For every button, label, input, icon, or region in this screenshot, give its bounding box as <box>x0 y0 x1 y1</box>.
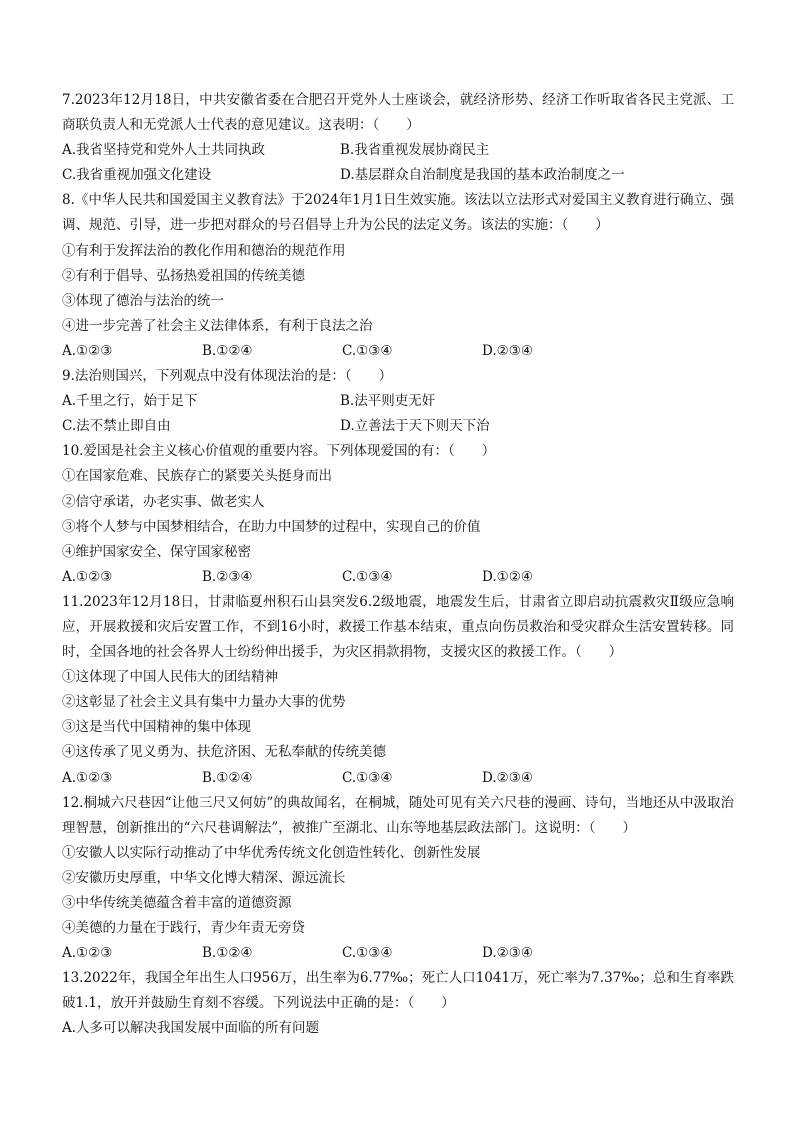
question-10-item-1: ①在国家危难、民族存亡的紧要关头挺身而出 <box>62 468 332 485</box>
question-11-item-3: ③这是当代中国精神的集中体现 <box>62 719 251 736</box>
question-12-options <box>62 941 734 966</box>
option-b[interactable]: B.我省重视发展协商民主 <box>340 142 490 159</box>
option-c[interactable]: C.①③④ <box>342 769 393 786</box>
question-11-options <box>62 766 734 791</box>
option-b[interactable]: B.①②④ <box>202 945 253 962</box>
option-b[interactable]: B.①②④ <box>202 342 253 359</box>
option-a[interactable]: A.人多可以解决我国发展中面临的所有问题 <box>62 1020 320 1037</box>
option-a[interactable]: A.①②③ <box>62 769 113 786</box>
option-b[interactable]: B.②③④ <box>202 568 253 585</box>
question-9-options-row-2 <box>62 414 734 439</box>
question-12-stem: 12.桐城六尺巷因“让他三尺又何妨”的典故闻名，在桐城，随处可见有关六尺巷的漫画、诗句，当地还从中汲取治理智慧，创新推出的“六尺巷调解法”，被推广至湖北、山东等地基层政法部门。这说明：（ ） <box>62 794 734 836</box>
option-d[interactable]: D.立善法于天下则天下治 <box>340 418 490 435</box>
question-10-item-3: ③将个人梦与中国梦相结合，在助力中国梦的过程中，实现自己的价值 <box>62 518 481 535</box>
question-13-stem: 13.2022年，我国全年出生人口956万，出生率为6.77‰；死亡人口1041万，死亡率为7.37‰；总和生育率跌破1.1，放开并鼓励生育刻不容缓。下列说法中正确的是：（ ） <box>62 970 734 1012</box>
question-11-stem: 11.2023年12月18日，甘肃临夏州积石山县突发6.2级地震，地震发生后，甘肃省立即启动抗震救灾Ⅱ级应急响应，开展救援和灾后安置工作，不到16小时，救援工作基本结束，重点向伤员救治和受灾群众生活安置转移。同时，全国各地的社会各界人士纷纷伸出援手，为灾区捐款捐物，支援灾区的救援工作。（ ） <box>62 593 734 661</box>
question-11-item-1: ①这体现了中国人民伟大的团结精神 <box>62 669 278 686</box>
option-d[interactable]: D.②③④ <box>482 342 533 359</box>
question-9-stem: 9.法治则国兴，下列观点中没有体现法治的是：（ ） <box>62 368 393 385</box>
question-7-options-row-2 <box>62 163 734 188</box>
question-10-stem: 10.爱国是社会主义核心价值观的重要内容。下列体现爱国的有：（ ） <box>62 443 496 460</box>
question-8-stem: 8.《中华人民共和国爱国主义教育法》于2024年1月1日生效实施。该法以立法形式对爱国主义教育进行确立、强调、规范、引导，进一步把对群众的号召倡导上升为公民的法定义务。该法的实施：（ ） <box>62 192 734 234</box>
question-8-options <box>62 339 734 364</box>
option-a[interactable]: A.①②③ <box>62 568 113 585</box>
option-b[interactable]: B.法平则吏无奸 <box>340 393 436 410</box>
question-11-item-2: ②这彰显了社会主义具有集中力量办大事的优势 <box>62 694 346 711</box>
option-d[interactable]: D.②③④ <box>482 769 533 786</box>
question-12-item-4: ④美德的力量在于践行，青少年责无旁贷 <box>62 920 305 937</box>
option-c[interactable]: C.①③④ <box>342 945 393 962</box>
option-c[interactable]: C.法不禁止即自由 <box>62 418 171 435</box>
option-c[interactable]: C.①③④ <box>342 342 393 359</box>
question-8-item-4: ④进一步完善了社会主义法律体系，有利于良法之治 <box>62 317 373 334</box>
question-12-item-3: ③中华传统美德蕴含着丰富的道德资源 <box>62 895 292 911</box>
option-c[interactable]: C.我省重视加强文化建设 <box>62 167 212 184</box>
question-7-stem: 7.2023年12月18日，中共安徽省委在合肥召开党外人士座谈会，就经济形势、经济工作听取省各民主党派、工商联负责人和无党派人士代表的意见建议。这表明：（ ） <box>62 92 734 134</box>
question-8-item-2: ②有利于倡导、弘扬热爱祖国的传统美德 <box>62 267 305 284</box>
question-12-item-2: ②安徽历史厚重，中华文化博大精深、源远流长 <box>62 869 346 886</box>
option-d[interactable]: D.①②④ <box>482 568 533 585</box>
option-b[interactable]: B.①②④ <box>202 769 253 786</box>
option-a[interactable]: A.①②③ <box>62 342 113 359</box>
option-d[interactable]: D.基层群众自治制度是我国的基本政治制度之一 <box>340 167 625 184</box>
option-a[interactable]: A.我省坚持党和党外人士共同执政 <box>62 142 266 159</box>
question-8-item-3: ③体现了德治与法治的统一 <box>62 292 224 309</box>
question-11-item-4: ④这传承了见义勇为、扶危济困、无私奉献的传统美德 <box>62 744 386 761</box>
option-a[interactable]: A.①②③ <box>62 945 113 962</box>
question-7-options-row-1 <box>62 138 734 163</box>
question-10-options <box>62 565 734 590</box>
exam-page <box>62 88 734 1042</box>
question-12-item-1: ①安徽人以实际行动推动了中华优秀传统文化创造性转化、创新性发展 <box>62 844 481 861</box>
question-8-item-1: ①有利于发挥法治的教化作用和德治的规范作用 <box>62 242 346 259</box>
question-10-item-4: ④维护国家安全、保守国家秘密 <box>62 543 251 560</box>
question-9-options-row-1 <box>62 389 734 414</box>
option-c[interactable]: C.①③④ <box>342 568 393 585</box>
option-a[interactable]: A.千里之行，始于足下 <box>62 393 198 410</box>
question-10-item-2: ②信守承诺，办老实事、做老实人 <box>62 493 265 510</box>
option-d[interactable]: D.②③④ <box>482 945 533 962</box>
